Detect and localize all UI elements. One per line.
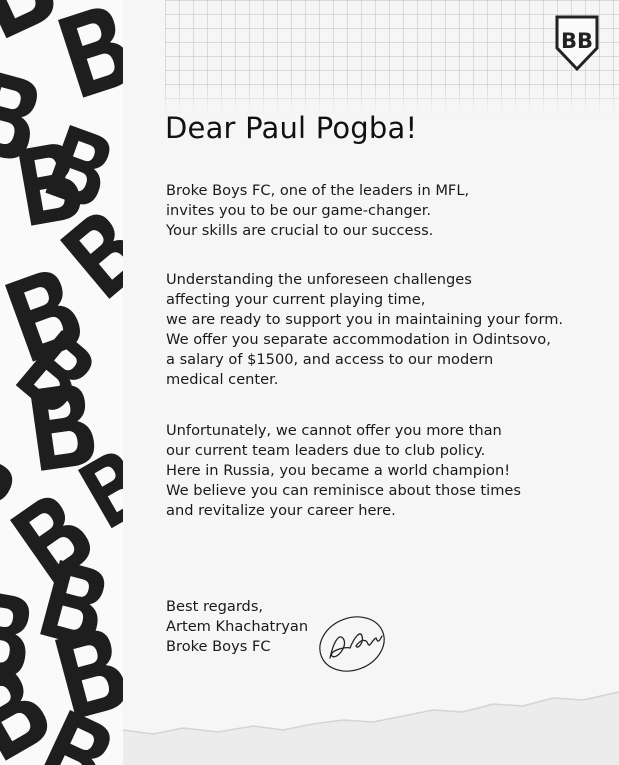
- paragraph-line: Here in Russia, you became a world champion!: [166, 462, 511, 479]
- paragraph-line: Understanding the unforeseen challenges: [166, 271, 472, 288]
- paragraph-line: we are ready to support you in maintaining your form.: [166, 311, 564, 328]
- club-logo-icon: [553, 14, 601, 72]
- sign-off: Best regards,: [166, 598, 264, 615]
- paragraph-line: and revitalize your career here.: [166, 502, 396, 519]
- greeting-heading: Dear Paul Pogba!: [165, 111, 418, 145]
- signer-name: Artem Khachatryan: [166, 618, 309, 635]
- closing-block: [166, 597, 308, 657]
- paragraph-line: Your skills are crucial to our success.: [166, 222, 434, 239]
- paragraph-line: a salary of $1500, and access to our modern: [166, 351, 494, 368]
- paragraph-line: We offer you separate accommodation in Odintsovo,: [166, 331, 551, 348]
- paragraph-line: Unfortunately, we cannot offer you more than: [166, 422, 502, 439]
- paragraph-line: affecting your current playing time,: [166, 291, 426, 308]
- paragraph-line: We believe you can reminisce about those times: [166, 482, 522, 499]
- paragraph-3: [166, 421, 606, 521]
- paragraph-line: medical center.: [166, 371, 279, 388]
- handwritten-signature-icon: [314, 610, 392, 678]
- svg-text:BB: BB: [560, 29, 594, 53]
- paragraph-line: Broke Boys FC, one of the leaders in MFL,: [166, 182, 470, 199]
- paragraph-1: [166, 181, 606, 241]
- paragraph-2: [166, 270, 606, 390]
- b-pattern-icon: [0, 0, 123, 765]
- paragraph-line: invites you to be our game-changer.: [166, 202, 432, 219]
- signer-club: Broke Boys FC: [166, 638, 271, 655]
- grid-decoration: [165, 0, 619, 115]
- b-pattern-strip: [0, 0, 123, 765]
- paragraph-line: our current team leaders due to club policy.: [166, 442, 486, 459]
- torn-paper-edge: [123, 680, 619, 765]
